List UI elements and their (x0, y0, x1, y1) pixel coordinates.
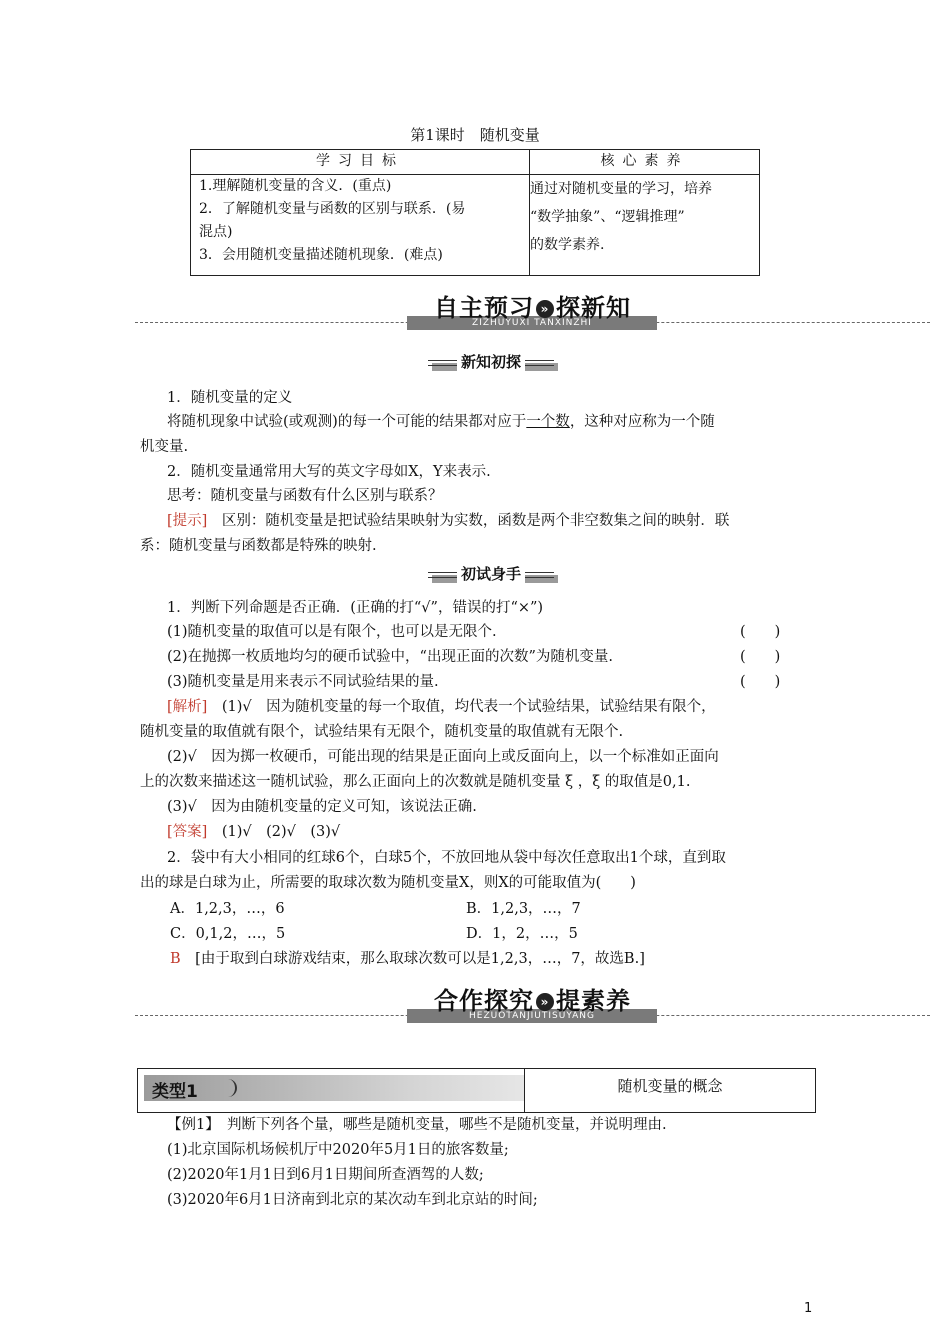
answer-paren: ( ) (740, 624, 781, 640)
judge-item: (1)随机变量的取值可以是有限个，也可以是无限个. (167, 624, 497, 640)
question-2: 2．袋中有大小相同的红球6个，白球5个，不放回地从袋中每次任意取出1个球，直到取 (167, 850, 726, 866)
objectives-header: 学习目标 (191, 150, 530, 175)
banner-cooperative (135, 983, 930, 1029)
answer-paren: ( ) (740, 674, 781, 690)
definition-heading: 1．随机变量的定义 (167, 390, 293, 406)
core-literacy-header: 核心素养 (530, 150, 760, 175)
answer-paren: ( ) (740, 649, 781, 665)
definition-text: 将随机现象中试验(或观测)的每一个可能的结果都对应于一个数，这种对应称为一个随 (167, 414, 715, 430)
answer-line: [答案] (1)√ (2)√ (3)√ (167, 824, 341, 840)
double-arrow-icon: » (536, 993, 554, 1011)
banner-title-right: 探新知 (556, 294, 631, 322)
objective-item: 3．会用随机变量描述随机现象．(难点) (199, 247, 443, 263)
hint-tag: [提示] (167, 513, 208, 529)
example-item: (3)2020年6月1日济南到北京的某次动车到北京站的时间; (167, 1192, 538, 1208)
think-question: 思考：随机变量与函数有什么区别与联系？ (167, 488, 443, 504)
type-topic: 随机变量的概念 (524, 1069, 815, 1112)
answer-tag: [答案] (167, 824, 208, 840)
hint-text: [提示] 区别：随机变量是把试验结果映射为实数，函数是两个非空数集之间的映射．联 (167, 513, 730, 529)
example-item: (1)北京国际机场候机厅中2020年5月1日的旅客数量; (167, 1142, 509, 1158)
hint-text-cont: 系：随机变量与函数都是特殊的映射. (140, 538, 377, 554)
option-d: D．1，2，…，5 (466, 926, 578, 942)
option-c: C．0,1,2，…，5 (170, 926, 286, 942)
type-box (137, 1068, 816, 1113)
example-item: (2)2020年1月1日到6月1日期间所查酒驾的人数; (167, 1167, 484, 1183)
core-line: 的数学素养. (530, 237, 605, 253)
option-a: A．1,2,3，…，6 (170, 901, 285, 917)
example-tag: 【例1】 (167, 1117, 213, 1133)
objective-item: 2．了解随机变量与函数的区别与联系．(易 (199, 201, 466, 217)
bracket-decoration (227, 1079, 237, 1097)
analysis-text: [解析] (1)√ 因为随机变量的每一个取值，均代表一个试验结果，试验结果有限个， (167, 699, 716, 715)
objective-item: 混点) (199, 224, 233, 240)
judge-item: (3)随机变量是用来表示不同试验结果的量. (167, 674, 439, 690)
banner-title-left: 合作探究 (434, 987, 534, 1015)
type-tag: 类型1 (144, 1075, 524, 1101)
solution-letter: B (170, 951, 181, 967)
core-line: 通过对随机变量的学习，培养 (530, 181, 712, 197)
question-1: 1．判断下列命题是否正确．(正确的打“√”，错误的打“×”) (167, 600, 544, 616)
analysis-2-cont: 上的次数来描述这一随机试验，那么正面向上的次数就是随机变量 ξ ，ξ 的取值是0,1. (140, 774, 691, 790)
core-literacy-text (530, 175, 760, 276)
notation-text: 2．随机变量通常用大写的英文字母如X，Y来表示. (167, 464, 491, 480)
example-1: 【例1】 判断下列各个量，哪些是随机变量，哪些不是随机变量，并说明理由. (167, 1117, 667, 1133)
question-2-cont: 出的球是白球为止，所需要的取球次数为随机变量X，则X的可能取值为( ) (140, 875, 636, 891)
option-b: B．1,2,3，…，7 (466, 901, 581, 917)
objectives-list (191, 175, 530, 276)
judge-item: (2)在抛掷一枚质地均匀的硬币试验中，“出现正面的次数”为随机变量. (167, 649, 613, 665)
subhead-first-try: 初试身手 (428, 563, 554, 585)
page-number: 1 (804, 1301, 813, 1316)
banner-self-study (135, 290, 930, 336)
objectives-table (190, 149, 760, 276)
subhead-new-knowledge: 新知初探 (428, 351, 554, 373)
lesson-title: 第1课时 随机变量 (410, 126, 540, 144)
banner-title-left: 自主预习 (434, 294, 534, 322)
analysis-text-cont: 随机变量的取值就有限个，试验结果有无限个，随机变量的取值就有无限个. (140, 724, 624, 740)
analysis-3: (3)√ 因为由随机变量的定义可知，该说法正确. (167, 799, 477, 815)
analysis-2: (2)√ 因为掷一枚硬币，可能出现的结果是正面向上或反面向上，以一个标准如正面向 (167, 749, 719, 765)
analysis-tag: [解析] (167, 699, 208, 715)
double-arrow-icon: » (536, 300, 554, 318)
banner-subtitle: ZIZHUYUXI TANXINZHI (407, 316, 657, 330)
objective-item: 1.理解随机变量的含义．(重点) (199, 178, 392, 194)
solution-line: B [由于取到白球游戏结束，那么取球次数可以是1,2,3，…，7，故选B.] (170, 951, 645, 967)
definition-text-cont: 机变量. (140, 439, 189, 455)
core-line: “数学抽象”、“逻辑推理” (530, 209, 685, 225)
banner-subtitle: HEZUOTANJIUTISUYANG (407, 1009, 657, 1023)
banner-title-right: 提素养 (556, 987, 631, 1015)
